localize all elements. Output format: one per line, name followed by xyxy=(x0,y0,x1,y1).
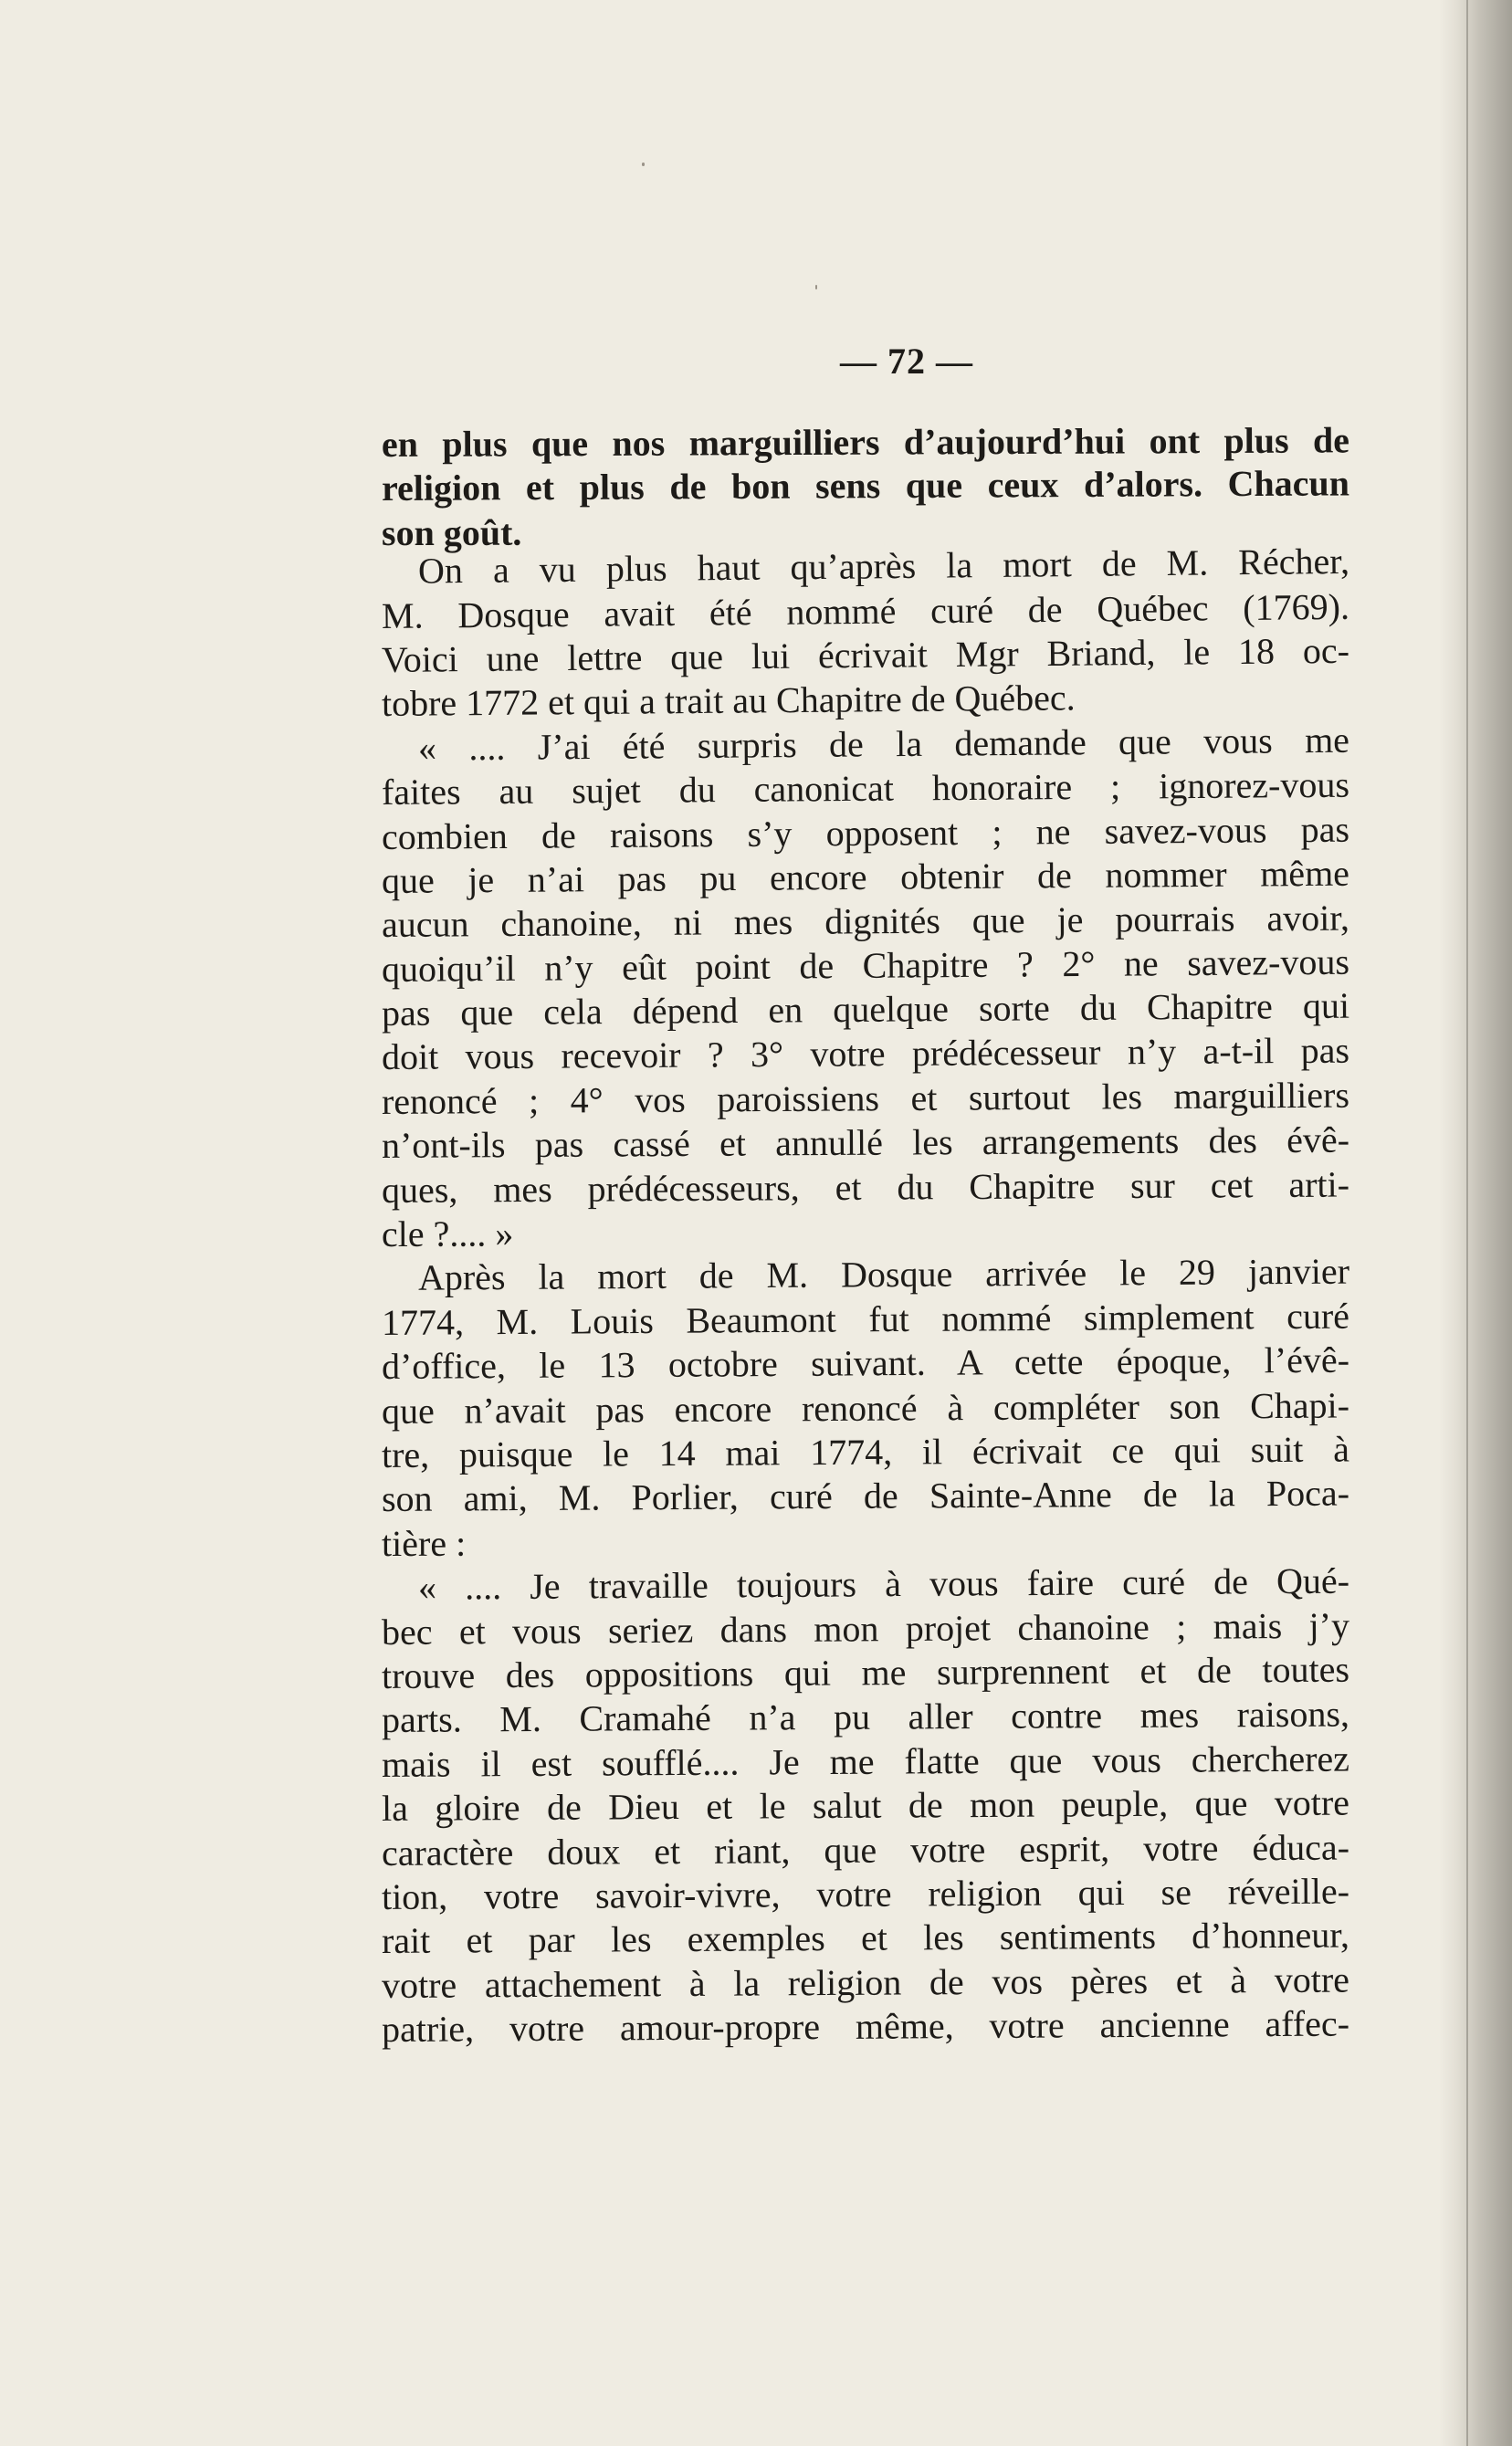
text-line: pas que cela dépend en quelque sorte du Chapitre qui xyxy=(381,984,1350,1034)
text-block xyxy=(382,340,1349,2052)
text-line: que je n’ai pas pu encore obtenir de nommer même xyxy=(381,852,1350,901)
text-line: bec et vous seriez dans mon projet chanoine ; mais j’y xyxy=(381,1604,1350,1653)
text-line: tion, votre savoir-vivre, votre religion qui se réveille- xyxy=(381,1870,1350,1917)
text-line: quoiqu’il n’y eût point de Chapitre ? 2° ne savez-vous xyxy=(381,940,1350,990)
text-line: mais il est soufflé.... Je me flatte que vous chercherez xyxy=(381,1737,1350,1785)
page-edge-line xyxy=(1466,0,1468,2446)
text-line: n’ont-ils pas cassé et annullé les arrangements des évê- xyxy=(381,1118,1350,1167)
text-line: d’office, le 13 octobre suivant. A cette époque, l’évê- xyxy=(381,1338,1350,1388)
text-line: caractère doux et riant, que votre esprit, votre éduca- xyxy=(381,1826,1350,1874)
body-text xyxy=(381,419,1350,2052)
text-line: tre, puisque le 14 mai 1774, il écrivait ce qui suit à xyxy=(381,1428,1350,1475)
text-line: votre attachement à la religion de vos pères et à votre xyxy=(381,1958,1350,2006)
text-line: cle ?.... » xyxy=(381,1213,514,1255)
page-number: — 72 — xyxy=(840,341,973,382)
paper-speck xyxy=(815,285,817,289)
text-line: 1774, M. Louis Beaumont fut nommé simplement curé xyxy=(381,1295,1350,1343)
text-line: faites au sujet du canonicat honoraire ; ignorez-vous xyxy=(381,763,1350,814)
text-line: son ami, M. Porlier, curé de Sainte-Anne de la Poca- xyxy=(381,1472,1350,1520)
text-line: trouve des oppositions qui me surprennent et de toutes xyxy=(381,1648,1350,1696)
text-line: que n’avait pas encore renoncé à compléter son Chapi- xyxy=(381,1384,1350,1432)
text-line: renoncé ; 4° vos paroissiens et surtout les marguilliers xyxy=(381,1074,1350,1122)
text-line: Voici une lettre que lui écrivait Mgr Briand, le 18 oc- xyxy=(381,629,1350,680)
text-line: son goût. xyxy=(381,511,522,553)
text-line: doit vous recevoir ? 3° votre prédécesseur n’y a-t-il pas xyxy=(381,1030,1350,1078)
text-line: patrie, votre amour-propre même, votre ancienne affec- xyxy=(381,2002,1350,2051)
text-line: Après la mort de M. Dosque arrivée le 29 janvier xyxy=(417,1251,1350,1299)
text-line: « .... J’ai été surpris de la demande que vous me xyxy=(417,719,1350,769)
text-line: combien de raisons s’y opposent ; ne savez-vous pas xyxy=(381,808,1350,857)
text-line: religion et plus de bon sens que ceux d’alors. Chacun xyxy=(381,462,1350,509)
text-line: parts. M. Cramahé n’a pu aller contre mes raisons, xyxy=(381,1693,1350,1741)
text-line: tobre 1772 et qui a trait au Chapitre de Québec. xyxy=(381,677,1076,725)
text-line: la gloire de Dieu et le salut de mon peuple, que votre xyxy=(381,1781,1350,1830)
page-edge-shadow xyxy=(1439,0,1512,2446)
text-line: On a vu plus haut qu’après la mort de M. Récher, xyxy=(417,541,1350,592)
text-line: rait et par les exemples et les sentiments d’honneur, xyxy=(381,1914,1350,1962)
paper-speck xyxy=(642,163,645,166)
text-line: aucun chanoine, ni mes dignités que je pourrais avoir, xyxy=(381,897,1350,946)
text-line: M. Dosque avait été nommé curé de Québec (1769). xyxy=(381,585,1350,636)
text-line: tière : xyxy=(381,1522,467,1564)
text-line: en plus que nos marguilliers d’aujourd’hui ont plus de xyxy=(381,419,1350,465)
text-line: ques, mes prédécesseurs, et du Chapitre sur cet arti- xyxy=(381,1163,1350,1211)
text-line: « .... Je travaille toujours à vous faire curé de Qué- xyxy=(417,1559,1350,1608)
